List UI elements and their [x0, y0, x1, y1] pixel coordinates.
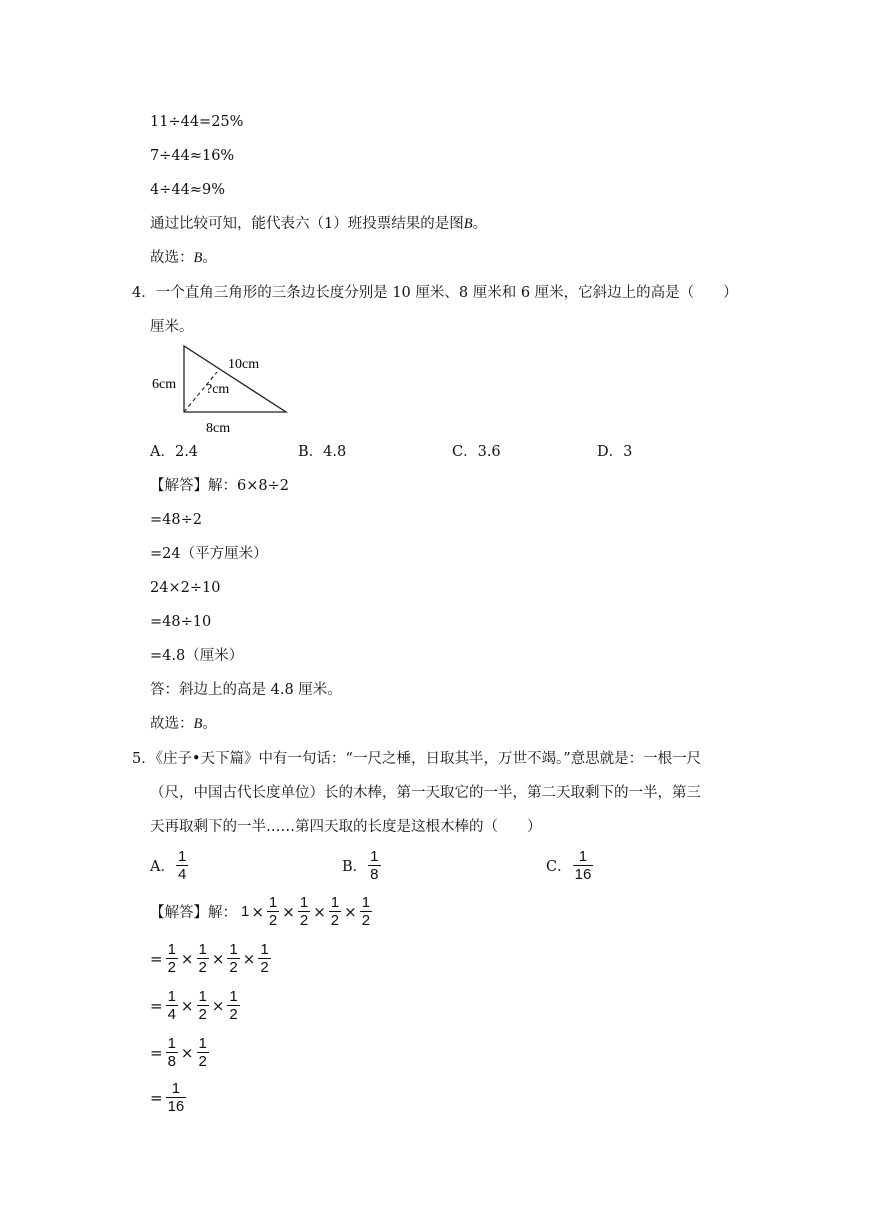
half-fraction — [197, 1035, 209, 1070]
label-bottom-side: 8cm — [206, 421, 231, 436]
numerator: 1 — [229, 941, 238, 958]
numerator: 1 — [198, 941, 207, 958]
denominator: 2 — [330, 912, 340, 929]
denominator: 2 — [299, 912, 309, 929]
denominator: 2 — [167, 959, 176, 976]
q5-option-c-fraction — [573, 848, 594, 883]
prev-line-2: 7÷44≈16% — [150, 148, 235, 164]
q4-stem-line-2: 厘米。 — [150, 319, 194, 335]
denominator: 2 — [198, 1053, 207, 1070]
times-sign: × — [313, 902, 326, 921]
label-hypotenuse: 10cm — [228, 357, 260, 372]
equals-sign: = — [150, 949, 163, 968]
numerator: 1 — [177, 848, 187, 865]
triangle-outline — [184, 346, 286, 412]
q4-solution-line-2: =48÷2 — [150, 512, 202, 528]
denominator: 4 — [167, 1006, 176, 1023]
q5-solution-row-1 — [150, 894, 373, 929]
denominator: 4 — [177, 866, 187, 883]
times-sign: × — [282, 902, 295, 921]
numerator: 1 — [167, 941, 176, 958]
q4-triangle-figure — [148, 340, 308, 440]
half-fraction — [166, 941, 178, 976]
prev-choose — [150, 248, 217, 268]
q5-option-c-label: C． — [546, 859, 572, 875]
q4-stem-line-1: 4．一个直角三角形的三条边长度分别是 10 厘米、8 厘米和 6 厘米，它斜边上的高是（ ） — [132, 285, 738, 301]
numerator: 1 — [198, 988, 207, 1005]
denominator: 2 — [361, 912, 371, 929]
q5-option-a-fraction — [176, 848, 188, 883]
q5-solution-row-4 — [150, 1035, 210, 1070]
q5-option-a — [150, 848, 189, 883]
half-fraction — [329, 894, 341, 929]
q4-solution-line-4: 24×2÷10 — [150, 580, 221, 596]
times-sign: × — [344, 902, 357, 921]
q5-option-b-fraction — [368, 848, 380, 883]
times-sign: × — [251, 902, 264, 921]
one: 1 — [241, 903, 250, 920]
q5-stem-line-2: （尺，中国古代长度单位）长的木棒，第一天取它的一半，第二天取剩下的一半，第三 — [150, 785, 701, 801]
times-sign: × — [180, 996, 194, 1015]
label-height: ?cm — [206, 382, 230, 397]
prev-conclusion — [150, 214, 487, 234]
result-fraction — [166, 1080, 187, 1115]
denominator: 2 — [198, 959, 207, 976]
q4-option-b: B．4.8 — [298, 444, 347, 460]
denominator: 8 — [167, 1053, 176, 1070]
quarter-fraction — [166, 988, 178, 1023]
q4-choose — [150, 714, 217, 734]
half-fraction — [258, 941, 270, 976]
solution-prefix: 【解答】解： — [150, 905, 237, 921]
prev-line-3: 4÷44≈9% — [150, 182, 225, 198]
q4-choose-letter: B — [193, 716, 203, 732]
denominator: 16 — [167, 1098, 185, 1115]
q5-solution-row-5 — [150, 1080, 187, 1115]
q5-option-a-label: A． — [150, 859, 175, 875]
numerator: 1 — [370, 848, 379, 865]
prev-conclusion-suffix: 。 — [472, 216, 488, 232]
equals-sign: = — [150, 1043, 163, 1062]
q4-option-c: C．3.6 — [452, 444, 501, 460]
q5-option-c — [546, 848, 594, 883]
denominator: 8 — [370, 866, 379, 883]
times-sign: × — [180, 1043, 194, 1062]
label-left-side: 6cm — [152, 377, 177, 392]
prev-choose-prefix: 故选： — [150, 250, 194, 266]
prev-choose-letter: B — [193, 250, 203, 266]
half-fraction — [267, 894, 279, 929]
numerator: 1 — [299, 894, 309, 911]
times-sign: × — [211, 996, 225, 1015]
q5-solution-row-2 — [150, 941, 272, 976]
denominator: 2 — [198, 1006, 207, 1023]
q4-choose-prefix: 故选： — [150, 716, 194, 732]
equals-sign: = — [150, 996, 163, 1015]
q4-solution-line-1: 【解答】解：6×8÷2 — [150, 478, 289, 494]
q4-solution-line-7: 答：斜边上的高是 4.8 厘米。 — [150, 682, 342, 698]
numerator: 1 — [229, 988, 238, 1005]
times-sign: × — [180, 949, 194, 968]
denominator: 2 — [229, 1006, 238, 1023]
q4-solution-line-5: =48÷10 — [150, 614, 212, 630]
q4-option-d: D．3 — [597, 444, 633, 460]
times-sign: × — [242, 949, 256, 968]
times-sign: × — [211, 949, 225, 968]
q5-option-b-label: B． — [342, 859, 368, 875]
q5-stem-line-3: 天再取剩下的一半……第四天取的长度是这根木棒的（ ） — [150, 819, 542, 835]
half-fraction — [197, 941, 209, 976]
half-fraction — [227, 988, 239, 1023]
numerator: 1 — [330, 894, 340, 911]
numerator: 1 — [167, 1035, 176, 1052]
numerator: 1 — [260, 941, 269, 958]
prev-choose-suffix: 。 — [202, 250, 217, 266]
eighth-fraction — [166, 1035, 178, 1070]
numerator: 1 — [361, 894, 371, 911]
prev-conclusion-text: 通过比较可知，能代表六（1）班投票结果的是图 — [150, 216, 464, 232]
q5-solution-row-3 — [150, 988, 241, 1023]
denominator: 2 — [229, 959, 238, 976]
half-fraction — [298, 894, 310, 929]
q5-stem-line-1: 5．《庄子•天下篇》中有一句话：“一尺之棰，日取其半，万世不竭。”意思就是：一根一尺 — [132, 751, 702, 767]
denominator: 16 — [574, 866, 592, 883]
prev-conclusion-letter: B — [463, 216, 473, 232]
denominator: 2 — [260, 959, 269, 976]
numerator: 1 — [578, 848, 588, 865]
numerator: 1 — [171, 1080, 181, 1097]
half-fraction — [197, 988, 209, 1023]
q5-option-b — [342, 848, 382, 883]
q4-choose-suffix: 。 — [202, 716, 217, 732]
q4-solution-line-3: =24（平方厘米） — [150, 546, 268, 562]
denominator: 2 — [268, 912, 278, 929]
numerator: 1 — [167, 988, 176, 1005]
numerator: 1 — [198, 1035, 207, 1052]
numerator: 1 — [268, 894, 278, 911]
equals-sign: = — [150, 1088, 163, 1107]
prev-line-1: 11÷44=25% — [150, 114, 244, 130]
q4-option-a: A．2.4 — [150, 444, 199, 460]
half-fraction — [227, 941, 239, 976]
q4-solution-line-6: =4.8（厘米） — [150, 648, 244, 664]
half-fraction — [360, 894, 372, 929]
